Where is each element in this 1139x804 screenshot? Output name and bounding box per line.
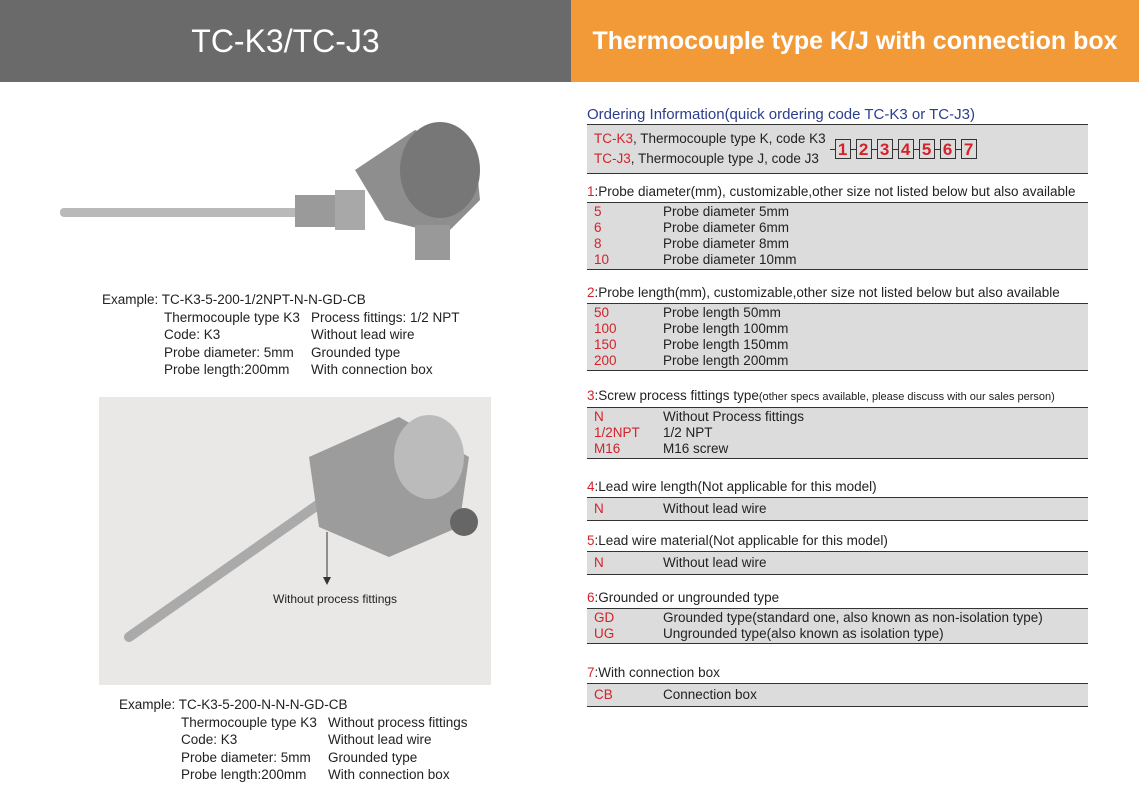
code-digit-box: 2 (856, 139, 872, 159)
code-digits (830, 139, 977, 159)
option-row (594, 626, 1081, 642)
option-description: Probe length 150mm (663, 337, 789, 352)
option-code: 100 (594, 321, 617, 336)
section-title-text: :With connection box (594, 665, 720, 680)
code-digit-box: 1 (835, 139, 851, 159)
option-description: Probe diameter 5mm (663, 204, 790, 219)
option-description: Probe diameter 10mm (663, 252, 797, 267)
ordering-section-6 (587, 590, 1088, 644)
option-code: 6 (594, 220, 602, 235)
example-spec: With connection box (311, 362, 433, 377)
product-code-header: TC-K3/TC-J3 (0, 0, 571, 82)
options-table (587, 407, 1088, 459)
product-title-header: Thermocouple type K/J with connection box (571, 0, 1139, 82)
thermocouple-photo-with-fitting (55, 110, 485, 280)
option-description: Probe diameter 6mm (663, 220, 790, 235)
option-code: 5 (594, 204, 602, 219)
ordering-section-5 (587, 533, 1088, 575)
ordering-line-j: TC-J3, Thermocouple type J, code J3 (594, 151, 819, 166)
section-title (587, 590, 1088, 606)
option-row (594, 555, 1081, 571)
code-digit-box: 7 (961, 139, 977, 159)
example-row (164, 361, 460, 379)
option-row (594, 337, 1081, 353)
thermocouple-photo-without-fitting (99, 397, 491, 685)
example-row (164, 309, 460, 327)
example-code: Example: TC-K3-5-200-N-N-N-GD-CB (119, 697, 348, 712)
example-spec: Grounded type (328, 749, 418, 765)
option-code: CB (594, 687, 613, 702)
section-number: 2 (587, 285, 595, 300)
option-row (594, 409, 1081, 425)
option-description: Ungrounded type(also known as isolation type) (663, 626, 944, 641)
option-row (594, 204, 1081, 220)
option-code: 50 (594, 305, 610, 320)
options-table (587, 683, 1088, 707)
option-row (594, 236, 1081, 252)
section-title (587, 184, 1088, 200)
option-row (594, 425, 1081, 441)
option-row (594, 305, 1081, 321)
option-description: 1/2 NPT (663, 425, 713, 440)
option-code: 1/2NPT (594, 425, 640, 440)
code-digit-box: 5 (919, 139, 935, 159)
option-description: Probe length 100mm (663, 321, 789, 336)
example-2 (119, 696, 468, 784)
option-row (594, 220, 1081, 236)
ordering-section-3 (587, 388, 1088, 459)
example-spec: With connection box (328, 767, 450, 782)
option-code: 8 (594, 236, 602, 251)
option-description: Probe length 200mm (663, 353, 789, 368)
section-number: 3 (587, 388, 595, 403)
section-title (587, 533, 1088, 549)
option-row (594, 687, 1081, 703)
option-description: Connection box (663, 687, 757, 702)
option-row (594, 321, 1081, 337)
options-table (587, 551, 1088, 575)
code-digit-box: 3 (877, 139, 893, 159)
section-title-text: :Probe diameter(mm), customizable,other size not listed below but also available (594, 184, 1076, 199)
section-title-text: :Screw process fittings type (594, 388, 759, 403)
ordering-section-2 (587, 285, 1088, 371)
option-description: Without Process fittings (663, 409, 805, 424)
example-spec: Probe length:200mm (181, 767, 307, 782)
option-code: N (594, 409, 604, 424)
example-1 (102, 291, 460, 379)
example-spec: Probe diameter: 5mm (181, 749, 311, 765)
section-title-text: :Lead wire length(Not applicable for this model) (594, 479, 877, 494)
option-description: Probe length 50mm (663, 305, 781, 320)
example-row (181, 749, 468, 767)
example-spec: Code: K3 (164, 327, 221, 342)
section-number: 5 (587, 533, 595, 548)
option-description: M16 screw (663, 441, 729, 456)
ordering-section-7 (587, 665, 1088, 707)
section-title-text: :Lead wire material(Not applicable for this model) (594, 533, 888, 548)
example-spec: Thermocouple type K3 (164, 309, 300, 325)
example-row (119, 696, 468, 714)
option-row (594, 610, 1081, 626)
option-description: Probe diameter 8mm (663, 236, 790, 251)
option-code: UG (594, 626, 615, 641)
options-table (587, 303, 1088, 371)
example-spec: Grounded type (311, 344, 401, 360)
section-title (587, 479, 1088, 495)
example-spec: Without process fittings (328, 714, 468, 730)
section-title-text: :Probe length(mm), customizable,other size not listed below but also available (594, 285, 1060, 300)
ordering-information (587, 106, 1088, 174)
ordering-line-k: TC-K3, Thermocouple type K, code K3 (594, 131, 826, 146)
example-spec: Without lead wire (311, 327, 415, 342)
option-code: GD (594, 610, 615, 625)
example-code: Example: TC-K3-5-200-1/2NPT-N-N-GD-CB (102, 292, 366, 307)
section-number: 6 (587, 590, 595, 605)
section-title (587, 388, 1088, 405)
option-code: N (594, 555, 604, 570)
ordering-section-1 (587, 184, 1088, 270)
option-description: Without lead wire (663, 501, 767, 516)
without-fittings-annotation: Without process fittings (273, 592, 398, 606)
example-spec: Thermocouple type K3 (181, 714, 317, 730)
example-row (164, 326, 460, 344)
option-row (594, 501, 1081, 517)
section-number: 1 (587, 184, 595, 199)
option-row (594, 353, 1081, 369)
options-table (587, 497, 1088, 521)
example-row (181, 714, 468, 732)
options-table (587, 608, 1088, 644)
example-spec: Code: K3 (181, 732, 238, 747)
option-code: M16 (594, 441, 621, 456)
option-code: N (594, 501, 604, 516)
section-title (587, 665, 1088, 681)
code-digit-box: 6 (940, 139, 956, 159)
option-description: Grounded type(standard one, also known as non-isolation type) (663, 610, 1043, 625)
section-note: (other specs available, please discuss with our sales person) (758, 391, 1055, 403)
option-code: 10 (594, 252, 610, 267)
example-row (181, 766, 468, 784)
option-code: 150 (594, 337, 617, 352)
code-digit-box: 4 (898, 139, 914, 159)
option-code: 200 (594, 353, 617, 368)
section-number: 7 (587, 665, 595, 680)
example-spec: Without lead wire (328, 732, 432, 747)
example-spec: Process fittings: 1/2 NPT (311, 309, 460, 325)
section-title-text: :Grounded or ungrounded type (594, 590, 780, 605)
option-row (594, 441, 1081, 457)
example-row (102, 291, 460, 309)
ordering-title: Ordering Information(quick ordering code TC-K3 or TC-J3) (587, 106, 975, 123)
ordering-section-4 (587, 479, 1088, 521)
example-spec: Probe length:200mm (164, 362, 290, 377)
example-row (164, 344, 460, 362)
example-spec: Probe diameter: 5mm (164, 344, 294, 360)
section-title (587, 285, 1088, 301)
options-table (587, 202, 1088, 270)
option-row (594, 252, 1081, 268)
option-description: Without lead wire (663, 555, 767, 570)
section-number: 4 (587, 479, 595, 494)
example-row (181, 731, 468, 749)
